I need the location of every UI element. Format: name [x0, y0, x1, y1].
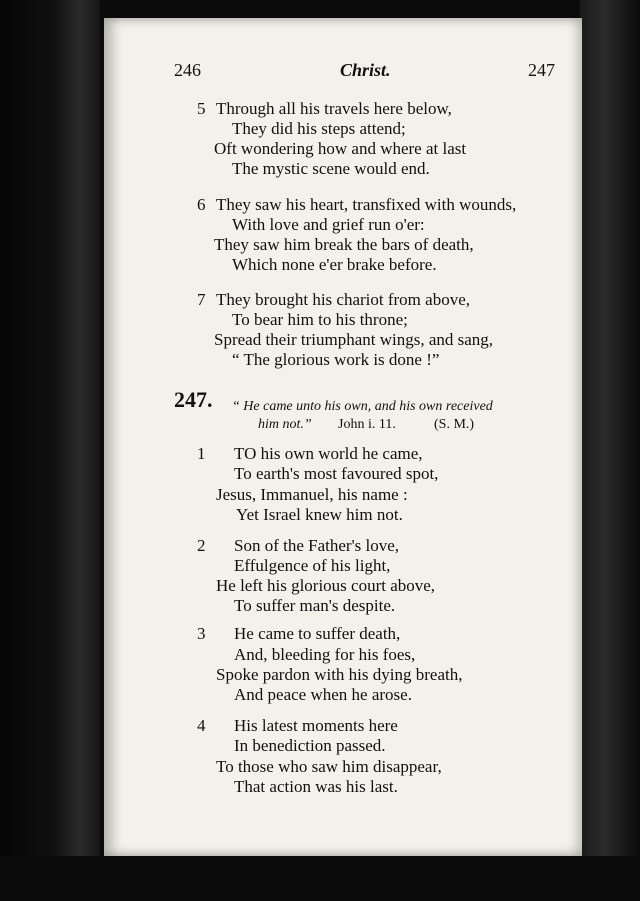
- verse-line: In benediction passed.: [234, 736, 386, 755]
- verse-line: To bear him to his throne;: [232, 310, 408, 329]
- verse-line: The mystic scene would end.: [232, 159, 430, 178]
- verse-line: He came to suffer death,: [234, 624, 401, 643]
- verse-line: “ The glorious work is done !”: [232, 350, 440, 369]
- verse-line: To earth's most favoured spot,: [234, 464, 439, 483]
- verse-line: And, bleeding for his foes,: [234, 645, 416, 664]
- verse-line: Spoke pardon with his dying breath,: [216, 665, 463, 684]
- verse-line: With love and grief run o'er:: [232, 215, 425, 234]
- verse-number: 6: [197, 195, 206, 214]
- verse-number: 4: [197, 716, 206, 735]
- verse-line: Through all his travels here below,: [216, 99, 452, 118]
- hymn-epigraph-end: him not.”: [258, 417, 312, 432]
- verse-line: Son of the Father's love,: [234, 536, 400, 555]
- hymn-number: 247.: [174, 387, 213, 412]
- verse-line: Yet Israel knew him not.: [236, 505, 403, 524]
- verse-line: Which none e'er brake before.: [232, 255, 437, 274]
- scripture-reference: John i. 11.: [338, 417, 396, 432]
- verse-line: They brought his chariot from above,: [216, 290, 470, 309]
- verse-line: And peace when he arose.: [234, 685, 412, 704]
- scan-background: [0, 856, 640, 901]
- verse-line: That action was his last.: [234, 777, 398, 796]
- verse-line: He left his glorious court above,: [216, 576, 436, 595]
- verse-line: TO his own world he came,: [234, 444, 423, 463]
- running-title: Christ.: [340, 60, 391, 80]
- verse-line: Jesus, Immanuel, his name :: [216, 485, 408, 504]
- verse-line: They did his steps attend;: [232, 119, 406, 138]
- verse-number: 1: [197, 444, 206, 463]
- verse-line: They saw him break the bars of death,: [214, 235, 474, 254]
- verse-line: Effulgence of his light,: [234, 556, 391, 575]
- hymn-meter: (S. M.): [434, 417, 475, 432]
- verse-line: His latest moments here: [234, 716, 398, 735]
- book-page: [104, 18, 582, 856]
- book-edge-right: [580, 0, 640, 901]
- verse-line: To those who saw him disappear,: [216, 757, 442, 776]
- verse-line: Oft wondering how and where at last: [214, 139, 467, 158]
- page-number-right: 247: [528, 60, 555, 80]
- verse-number: 3: [197, 624, 206, 643]
- hymn-epigraph: “ He came unto his own, and his own received: [232, 399, 493, 414]
- verse-line: Spread their triumphant wings, and sang,: [214, 330, 494, 349]
- verse-number: 7: [197, 290, 206, 309]
- verse-number: 5: [197, 99, 206, 118]
- verse-number: 2: [197, 536, 206, 555]
- verse-line: To suffer man's despite.: [234, 596, 396, 615]
- verse-line: They saw his heart, transfixed with wounds,: [216, 195, 517, 214]
- book-spine-left: [0, 0, 100, 901]
- page-number-left: 246: [174, 60, 201, 80]
